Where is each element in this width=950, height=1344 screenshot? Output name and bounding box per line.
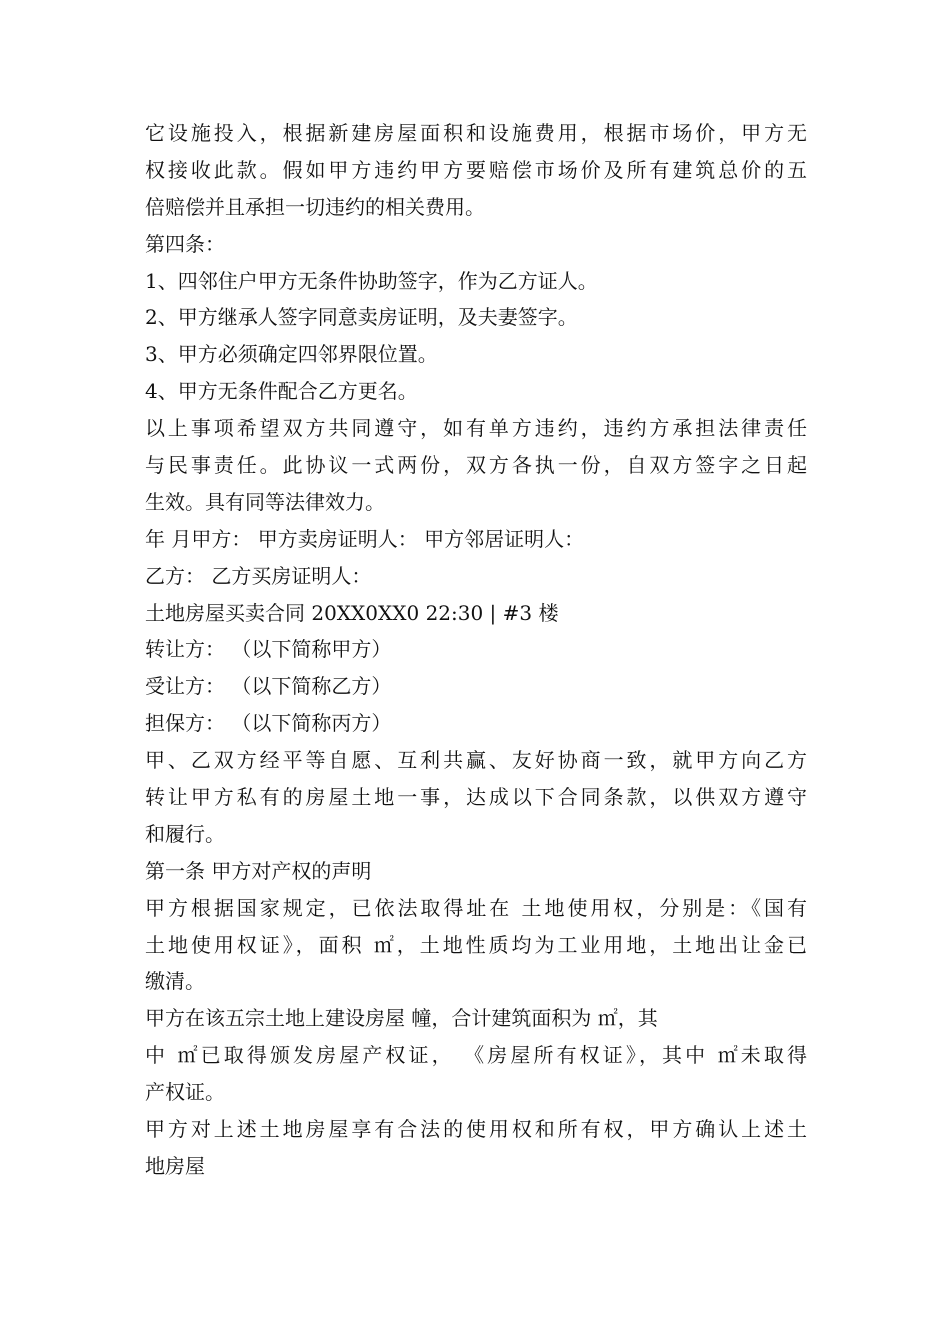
text-line: 生效。具有同等法律效力。 <box>145 489 385 514</box>
text-line: 甲方根据国家规定，已依法取得址在 土地使用权，分别是：《国有 <box>145 895 807 920</box>
text-line: 乙方： 乙方买房证明人： <box>145 563 372 588</box>
text-line: 中 ㎡已取得颁发房屋产权证， 《房屋所有权证》，其中 ㎡未取得 <box>145 1043 807 1068</box>
text-line: 1、四邻住户甲方无条件协助签字，作为乙方证人。 <box>145 268 598 293</box>
text-line: 甲方对上述土地房屋享有合法的使用权和所有权，甲方确认上述土 <box>145 1117 807 1142</box>
text-line: 甲、乙双方经平等自愿、互利共赢、友好协商一致，就甲方向乙方 <box>145 748 807 773</box>
text-line: 以上事项希望双方共同遵守，如有单方违约，违约方承担法律责任 <box>145 416 807 441</box>
text-line: 第一条 甲方对产权的声明 <box>145 858 372 883</box>
text-line: 2、甲方继承人签字同意卖房证明，及夫妻签字。 <box>145 305 578 330</box>
text-line: 土地使用权证》，面积 ㎡，土地性质均为工业用地，土地出让金已 <box>145 932 807 957</box>
text-line: 与民事责任。此协议一式两份，双方各执一份，自双方签字之日起 <box>145 453 807 478</box>
text-line: 产权证。 <box>145 1080 225 1105</box>
text-line: 甲方在该五宗土地上建设房屋 幢，合计建筑面积为 ㎡，其 <box>145 1006 658 1031</box>
text-line: 它设施投入，根据新建房屋面积和设施费用，根据市场价，甲方无 <box>145 121 807 145</box>
text-line: 转让甲方私有的房屋土地一事，达成以下合同条款，以供双方遵守 <box>145 785 807 810</box>
text-line: 倍赔偿并且承担一切违约的相关费用。 <box>145 194 485 219</box>
text-line: 年 月甲方： 甲方卖房证明人： 甲方邻居证明人： <box>145 526 585 551</box>
text-line: 担保方： （以下简称丙方） <box>145 711 392 736</box>
text-line: 缴清。 <box>145 969 205 994</box>
document-body <box>145 115 807 1185</box>
text-line: 权接收此款。假如甲方违约甲方要赔偿市场价及所有建筑总价的五 <box>145 157 807 182</box>
text-line: 和履行。 <box>145 821 225 846</box>
text-line: 地房屋 <box>145 1153 205 1178</box>
text-line: 受让方： （以下简称乙方） <box>145 674 392 699</box>
text-line: 3、甲方必须确定四邻界限位置。 <box>145 342 438 367</box>
text-line: 土地房屋买卖合同 20XX0XX0 22:30 | #3 楼 <box>145 600 559 625</box>
text-line: 转让方： （以下简称甲方） <box>145 637 392 662</box>
text-line: 第四条： <box>145 231 225 256</box>
text-line: 4、甲方无条件配合乙方更名。 <box>145 379 418 404</box>
